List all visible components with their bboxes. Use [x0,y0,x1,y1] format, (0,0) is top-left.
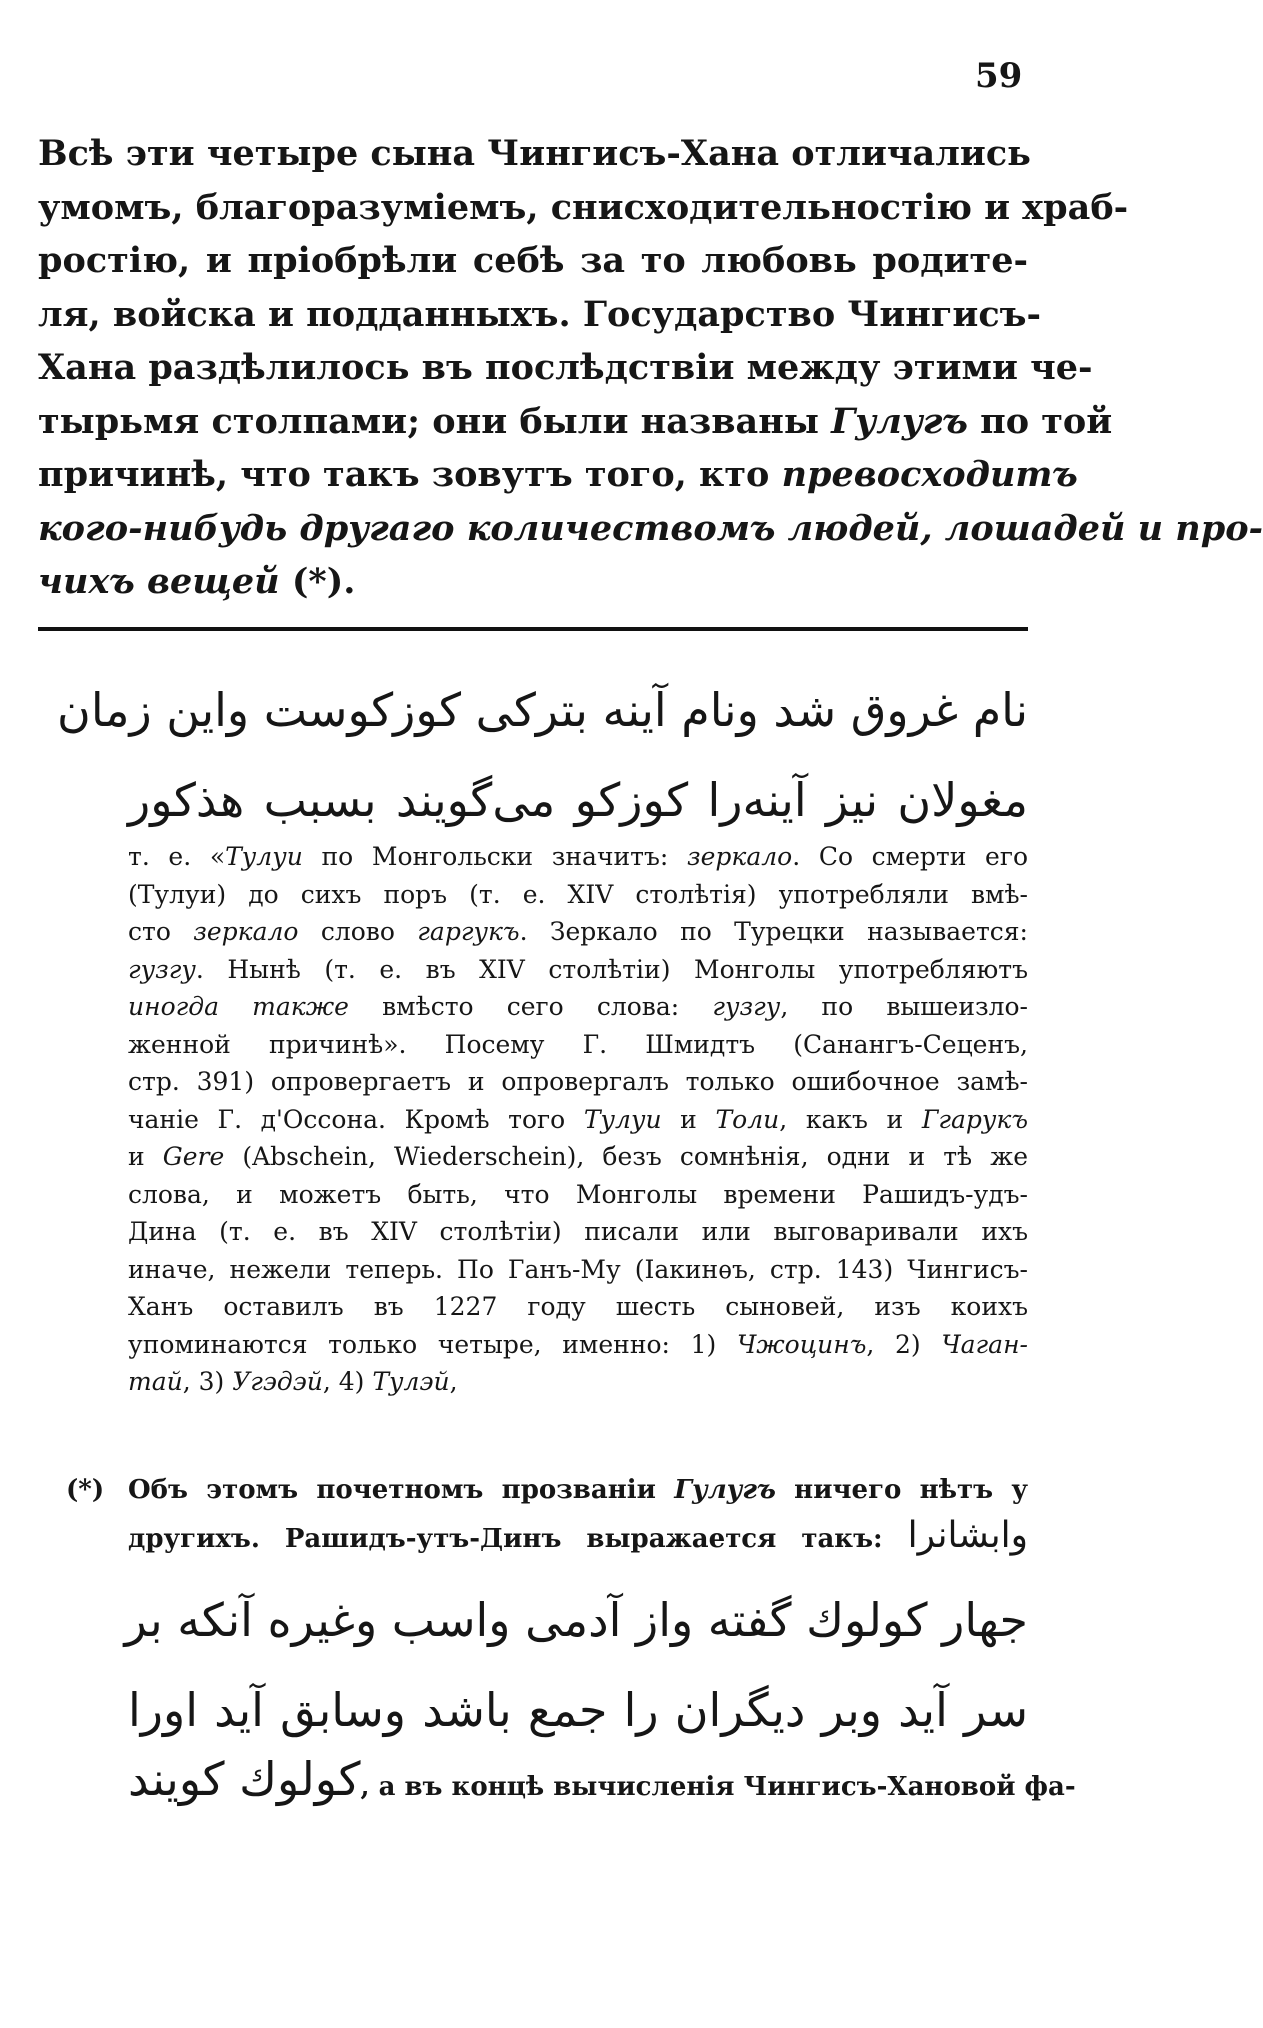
note-line [128,913,1028,951]
arabic-inline: کولوك کویند [128,1752,361,1806]
note-span: . Нынѣ (т. е. въ XIV столѣтіи) Монголы употребляютъ [195,954,1028,984]
emphasis-text: чихъ вещей [38,561,280,602]
main-line: Хана раздѣлилось въ послѣдствіи между этими че- [38,347,1093,388]
note-line [128,988,1028,1026]
main-line: ростію, и пріобрѣли себѣ за то любовь родите- [38,240,1028,281]
main-text-span: по той [980,400,1113,442]
note-span: , 3) [182,1367,233,1396]
note-italic: гузгу [712,992,781,1021]
note-italic: Чаган- [941,1329,1028,1359]
separator-rule [38,627,1028,631]
note-span: по Монгольски значитъ: [302,842,687,871]
emphasis-gulug: Гулугъ [831,400,968,442]
note-span: слово [298,917,418,946]
note-span: , какъ и [779,1104,922,1134]
footnote-span: Объ этомъ почетномъ прозваніи [128,1475,675,1505]
footnote-last-line [128,1752,1076,1806]
note-span: и [128,1142,163,1171]
main-text-span: причинѣ, что такъ зовутъ того, кто [38,454,770,495]
note-italic: гаргукъ [417,917,520,946]
note-italic: Угэдэй [232,1367,323,1396]
note-span: , [449,1367,458,1396]
note-span: т. е. « [128,842,226,871]
note-line [128,1326,1028,1364]
note-line [128,1138,1028,1176]
note-line: слова, и можетъ быть, что Монголы времени Рашидъ-удъ- [128,1179,1028,1209]
footnote-body [128,1467,1028,1559]
note-italic: тай [128,1367,183,1396]
page-number: 59 [975,56,1023,96]
note-line [128,1363,1028,1401]
note-italic: Тулэй [372,1367,450,1396]
note-span: (Abschein, Wiederschein), безъ сомнѣнія, одни и тѣ же [224,1142,1028,1171]
note-line [128,951,1028,989]
note-span: вмѣсто сего слова: [348,992,713,1021]
note-span: упоминаются только четыре, именно: 1) [128,1329,737,1359]
note-span: , 2) [866,1329,942,1359]
note-italic: Тулуи [583,1104,662,1134]
note-span: сто [128,917,194,946]
note-line: женной причинѣ». Посему Г. Шмидтъ (Санангъ-Сеценъ, [128,1029,1028,1059]
note-line: Дина (т. е. въ XIV столѣтіи) писали или выговаривали ихъ [128,1217,1028,1246]
footnote-marker: (*) [66,1475,105,1505]
note-italic: иногда также [128,992,349,1021]
note-italic: Толи [715,1104,780,1134]
note-italic: Gere [162,1142,225,1171]
note-span: . Зеркало по Турецки называется: [519,917,1028,946]
note-italic: гузгу [128,954,196,984]
arabic-quote-line: مغولان نیز آینه‌را کوزکو می‌گویند بسبب هذکور [128,773,1028,827]
note-italic: Ггарукъ [921,1104,1029,1134]
footnote-span: другихъ. Рашидъ-утъ-Динъ выражается такъ: [128,1524,883,1554]
note-span: и [661,1104,716,1134]
note-paragraph [128,838,1028,1401]
main-line [38,502,1263,556]
footnote-italic: Гулугъ [674,1475,776,1505]
emphasis-text: превосходитъ [781,454,1078,495]
note-italic: Чжоцинъ [736,1329,867,1359]
note-line: иначе, нежели теперь. По Ганъ-Му (Іакинѳъ, стр. 143) Чингисъ- [128,1254,1028,1284]
main-line: ля, войска и подданныхъ. Государство Чингисъ- [38,293,1042,335]
note-line: (Тулуи) до сихъ поръ (т. е. XIV столѣтія) употребляли вмѣ- [128,879,1028,909]
footnote-line [128,1467,1028,1513]
footnote-span: , а въ концѣ вычисленія Чингисъ-Хановой фа- [360,1772,1076,1802]
main-line [38,555,1028,609]
note-line: Ханъ оставилъ въ 1227 году шесть сыновей, изъ коихъ [128,1292,1028,1321]
arabic-quote-line: سر آید وبر دیگران را جمع باشد وسابق آید اورا [128,1683,1028,1737]
note-italic: Тулуи [225,842,303,871]
main-line: Всѣ эти четыре сына Чингисъ-Хана отличались [38,133,1031,174]
main-line: умомъ, благоразуміемъ, снисходительностію и храб- [38,186,1129,228]
arabic-inline: وابشانرا [907,1515,1028,1556]
note-italic: зеркало [686,842,793,871]
footnote-span: ничего нѣтъ у [775,1475,1028,1505]
note-span: . Со смерти его [792,842,1028,871]
emphasis-text: кого-нибудь другаго количествомъ людей, лошадей и про- [38,507,1263,549]
footnote-reference: (*). [291,561,356,602]
note-span: , 4) [322,1367,373,1396]
arabic-quote-line: نام غروق شد ونام آینه بترکی کوزکوست واین زمان [57,683,1028,737]
note-line: стр. 391) опровергаетъ и опровергалъ только ошибочное замѣ- [128,1067,1028,1096]
note-line [128,838,1028,876]
main-line [38,448,1078,502]
note-line [128,1101,1028,1139]
note-italic: зеркало [193,917,299,946]
main-paragraph [38,127,1263,609]
footnote-line [128,1513,1028,1559]
note-span: , по вышеизло- [780,992,1029,1021]
note-span: чаніе Г. д'Оссона. Кромѣ того [128,1104,584,1134]
arabic-quote-line: جهار کولوك گفته واز آدمی واسب وغیره آنکه بر [124,1593,1028,1647]
main-line [38,395,1113,449]
main-text-span: тырьмя столпами; они были названы [38,400,819,442]
